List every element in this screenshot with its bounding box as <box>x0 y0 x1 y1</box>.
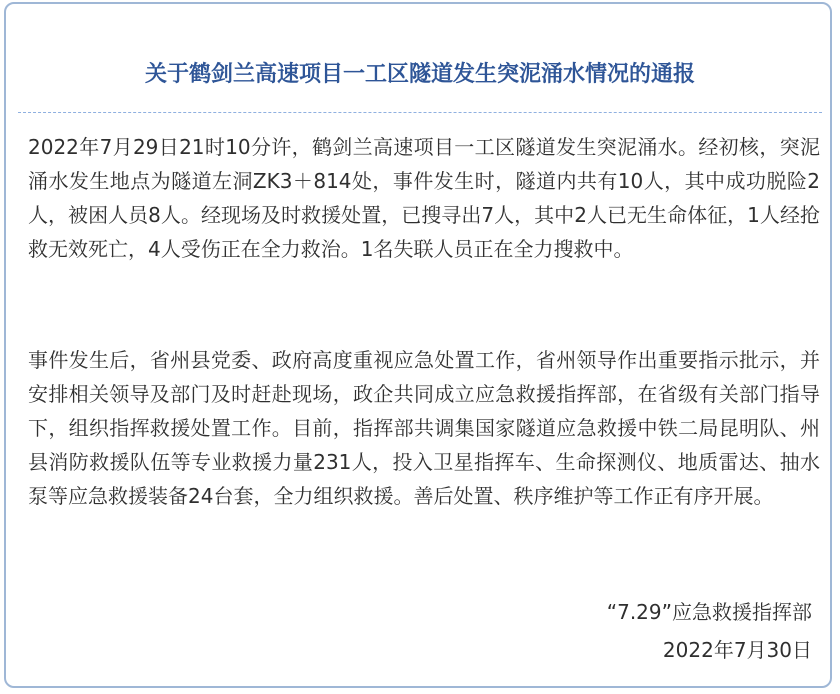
notice-title: 关于鹤剑兰高速项目一工区隧道发生突泥涌水情况的通报 <box>144 62 695 87</box>
paragraph-incident: 2022年7月29日21时10分许，鹤剑兰高速项目一工区隧道发生突泥涌水。经初核，突泥涌水发生地点为隧道左洞ZK3＋814处，事件发生时，隧道内共有10人，其中成功脱险2人，被困人员8人。经现场及时救援处置，已搜寻出7人，其中2人已无生命体征，1人经抢救无效死亡，4人受伤正在全力救治。1名失联人员正在全力搜救中。 <box>28 135 820 261</box>
issue-date: 2022年7月30日 <box>662 638 812 662</box>
issuer: “7.29”应急救援指挥部 <box>606 600 812 624</box>
title-divider <box>18 112 822 113</box>
paragraph-response: 事件发生后，省州县党委、政府高度重视应急处置工作，省州领导作出重要指示批示，并安排相关领导及部门及时赶赴现场，政企共同成立应急救援指挥部，在省级有关部门指导下，组织指挥救援处置工作。目前，指挥部共调集国家隧道应急救援中铁二局昆明队、州县消防救援队伍等专业救援力量231人，投入卫星指挥车、生命探测仪、地质雷达、抽水泵等应急救援装备24台套，全力组织救援。善后处置、秩序维护等工作正有序开展。 <box>28 348 820 508</box>
